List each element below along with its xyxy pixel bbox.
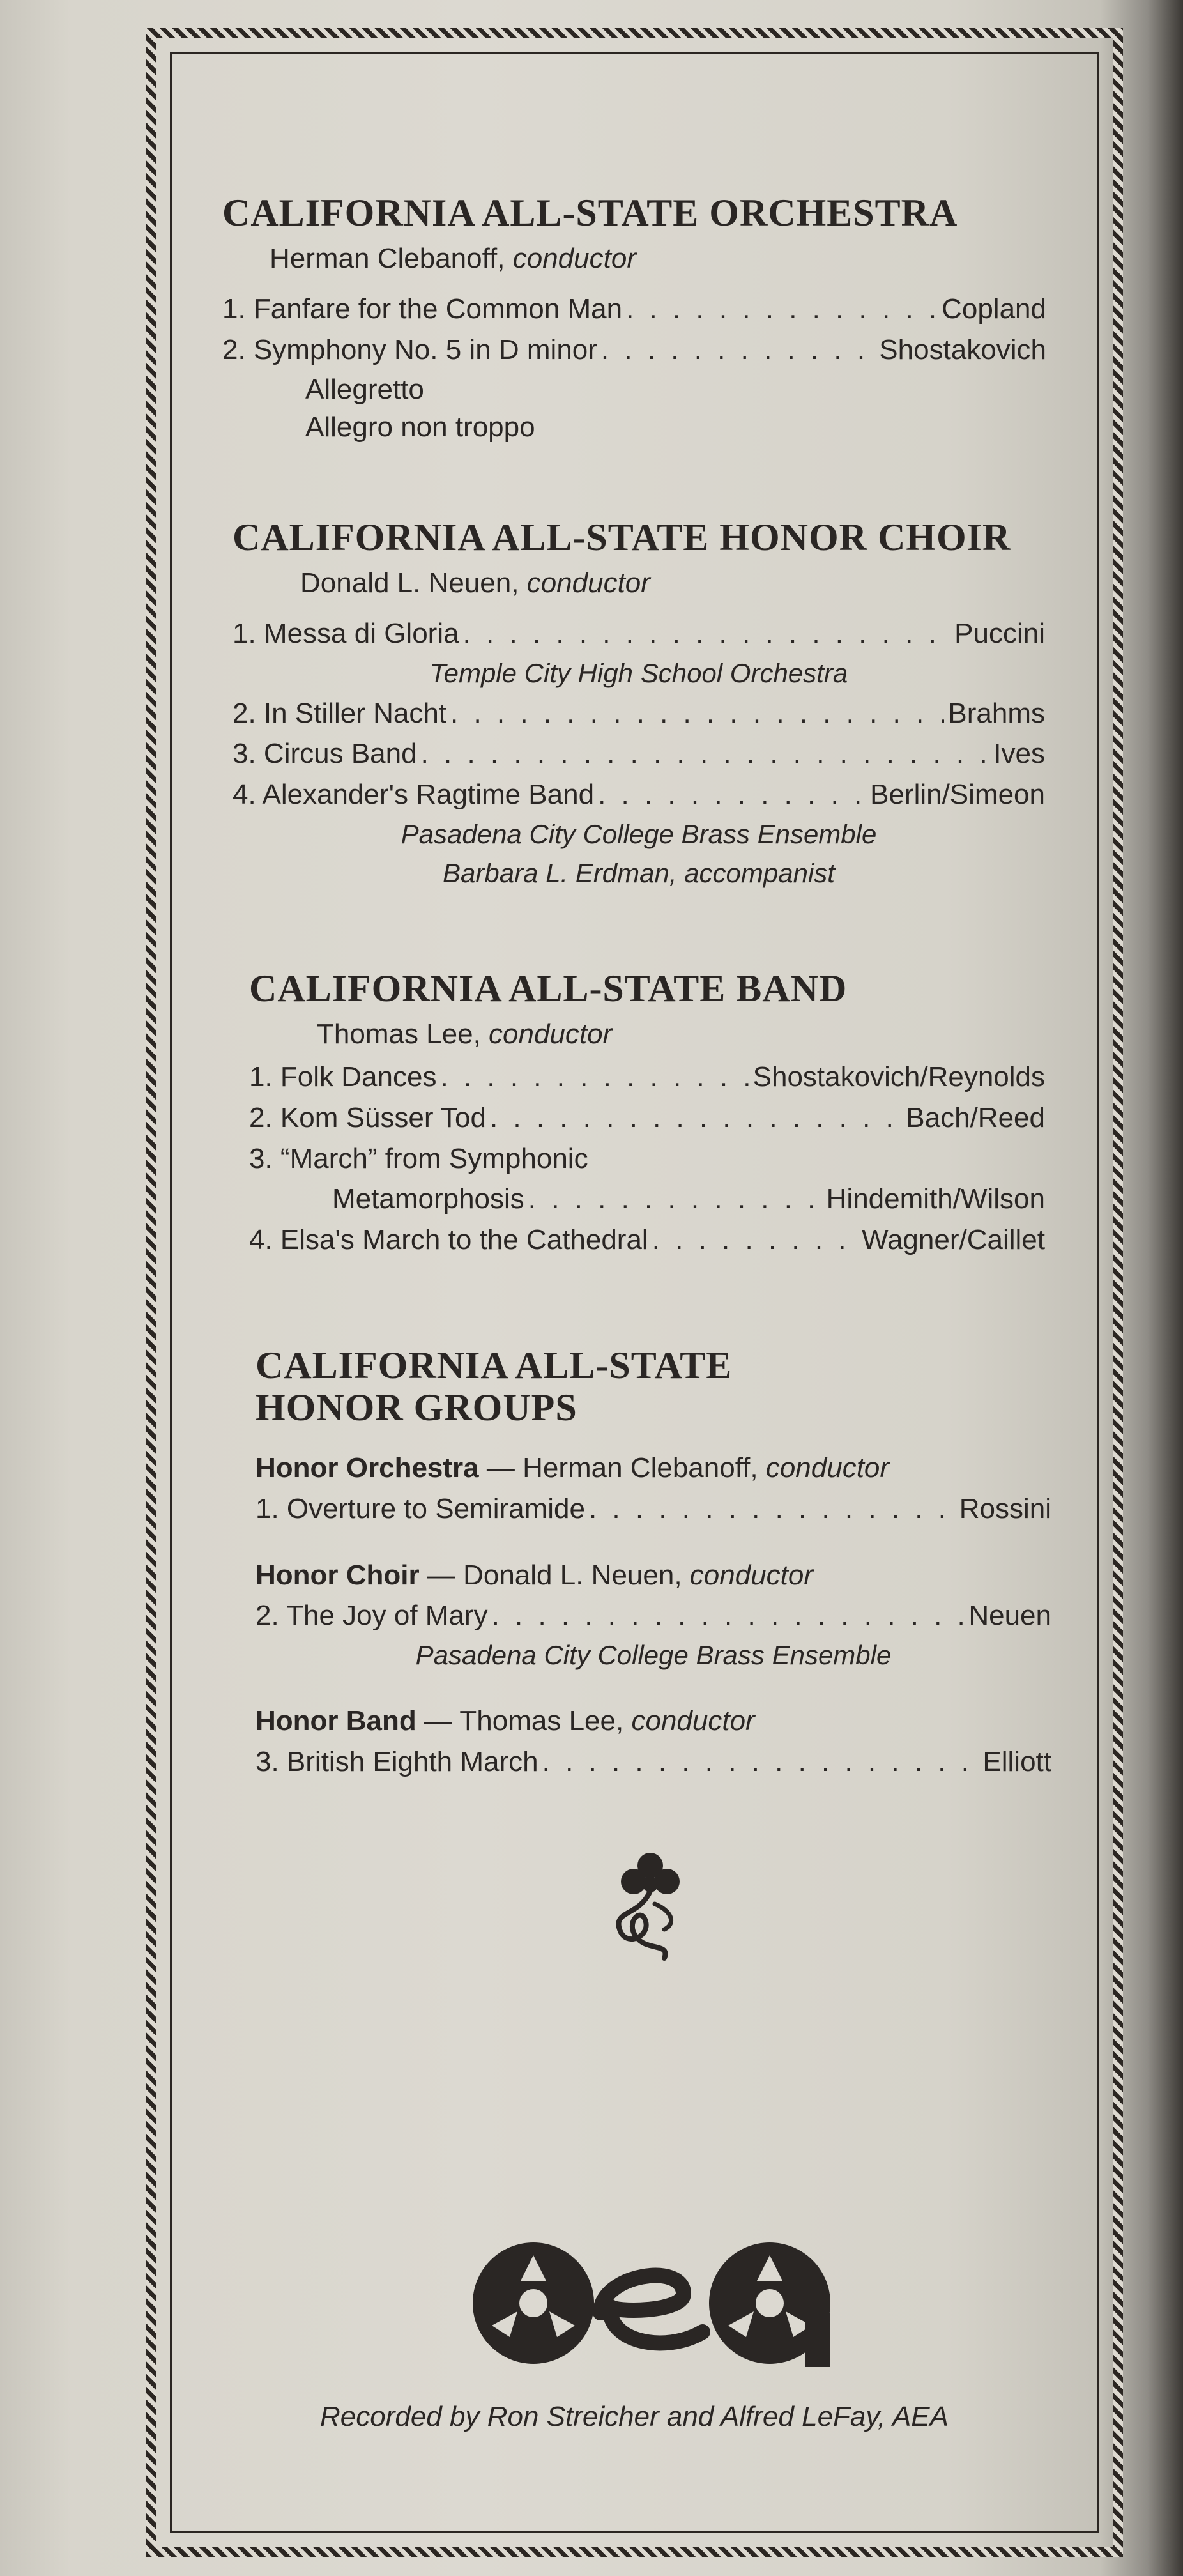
piece-title: 2. The Joy of Mary — [256, 1600, 488, 1632]
orchestra-section — [222, 192, 1046, 446]
program-item — [233, 733, 1045, 774]
program-item — [222, 330, 1046, 371]
leader-dots — [598, 774, 866, 815]
orchestra-heading: CALIFORNIA ALL-STATE ORCHESTRA — [222, 192, 958, 234]
program-item — [222, 289, 1046, 330]
composer: Bach/Reed — [906, 1101, 1045, 1133]
conductor-name: Herman Clebanoff, — [523, 1452, 758, 1483]
piece-title: 3. British Eighth March — [256, 1745, 538, 1777]
composer: Berlin/Simeon — [870, 779, 1045, 811]
honor-band-head — [256, 1701, 1051, 1742]
piece-title: 4. Elsa's March to the Cathedral — [249, 1224, 648, 1256]
piece-title: 1. Folk Dances — [249, 1061, 437, 1092]
conductor-name: Donald L. Neuen, — [300, 567, 519, 599]
movement: Allegretto — [305, 373, 424, 405]
program-item — [249, 1179, 1045, 1220]
conductor-role: conductor — [689, 1559, 814, 1591]
program-item — [233, 693, 1045, 734]
program-item — [233, 613, 1045, 654]
choir-heading: CALIFORNIA ALL-STATE HONOR CHOIR — [233, 516, 1011, 558]
piece-title: 2. Symphony No. 5 in D minor — [222, 334, 597, 365]
piece-title: 2. In Stiller Nacht — [233, 697, 447, 729]
orchestra-conductor — [270, 243, 1046, 275]
composer: Neuen — [968, 1600, 1051, 1632]
composer: Shostakovich — [879, 334, 1046, 365]
em-dash: — — [419, 1559, 464, 1591]
accompanist-note: Barbara L. Erdman, accompanist — [443, 857, 835, 888]
conductor-name: Thomas Lee, — [459, 1705, 624, 1737]
composer: Copland — [942, 293, 1046, 325]
composer: Shostakovich/Reynolds — [752, 1061, 1045, 1092]
leader-dots — [528, 1179, 823, 1220]
ensemble-note: Pasadena City College Brass Ensemble — [401, 819, 877, 850]
program-item — [249, 1098, 1045, 1138]
composer: Puccini — [954, 618, 1045, 649]
piece-title: 3. “March” from Symphonic — [249, 1142, 588, 1174]
band-heading: CALIFORNIA ALL-STATE BAND — [249, 967, 848, 1009]
ensemble-note: Pasadena City College Brass Ensemble — [415, 1640, 892, 1671]
leader-dots — [440, 1057, 749, 1098]
leader-dots — [463, 613, 951, 654]
program-item — [256, 1742, 1051, 1782]
composer: Rossini — [959, 1492, 1051, 1524]
piece-title: 4. Alexander's Ragtime Band — [233, 779, 595, 811]
choir-conductor — [300, 567, 1045, 599]
tape-reel-logo — [473, 2236, 830, 2370]
piece-title: 2. Kom Süsser Tod — [249, 1101, 486, 1133]
honor-heading-line-2: HONOR GROUPS — [256, 1386, 577, 1429]
movement: Allegro non troppo — [305, 411, 535, 443]
leader-dots — [490, 1098, 902, 1138]
program-item — [256, 1595, 1051, 1636]
piece-title: 3. Circus Band — [233, 738, 417, 770]
honor-heading-line-1: CALIFORNIA ALL-STATE — [256, 1344, 733, 1386]
leader-dots — [626, 289, 938, 330]
program-item — [233, 774, 1045, 815]
composer: Elliott — [982, 1745, 1051, 1777]
conductor-role: conductor — [526, 567, 650, 599]
program-item — [249, 1057, 1045, 1098]
program-item — [256, 1489, 1051, 1529]
honor-groups-section — [256, 1344, 1051, 1782]
leader-dots — [421, 733, 990, 774]
leader-dots — [542, 1742, 979, 1782]
conductor-role: conductor — [631, 1705, 755, 1737]
conductor-role: conductor — [512, 243, 636, 274]
leader-dots — [601, 330, 875, 371]
leader-dots — [652, 1220, 858, 1261]
recording-credit: Recorded by Ron Streicher and Alfred LeFay, AEA — [320, 2401, 949, 2432]
leader-dots — [589, 1489, 956, 1529]
em-dash: — — [478, 1452, 523, 1483]
conductor-name: Thomas Lee, — [317, 1018, 481, 1050]
band-conductor — [317, 1018, 1045, 1050]
clover-ornament-icon — [600, 1846, 696, 1974]
leader-dots — [450, 693, 944, 734]
conductor-role: conductor — [765, 1452, 890, 1483]
composer: Hindemith/Wilson — [826, 1183, 1045, 1215]
band-section — [249, 967, 1045, 1261]
choir-section — [233, 516, 1045, 893]
piece-title: 1. Overture to Semiramide — [256, 1492, 585, 1524]
honor-orchestra-head — [256, 1448, 1051, 1489]
piece-title: 1. Messa di Gloria — [233, 618, 459, 649]
ensemble-note: Temple City High School Orchestra — [429, 657, 848, 688]
leader-dots — [492, 1595, 965, 1636]
group-name: Honor Choir — [256, 1559, 420, 1591]
program-item — [249, 1220, 1045, 1261]
piece-title: Metamorphosis — [332, 1183, 524, 1215]
composer: Wagner/Caillet — [862, 1224, 1045, 1256]
group-name: Honor Orchestra — [256, 1452, 479, 1483]
piece-title: 1. Fanfare for the Common Man — [222, 293, 623, 325]
honor-choir-head — [256, 1555, 1051, 1596]
conductor-role: conductor — [489, 1018, 613, 1050]
program-item — [249, 1138, 1045, 1179]
em-dash: — — [416, 1705, 460, 1737]
conductor-name: Herman Clebanoff, — [270, 243, 505, 274]
group-name: Honor Band — [256, 1705, 416, 1737]
composer: Ives — [993, 738, 1045, 770]
composer: Brahms — [948, 697, 1045, 729]
conductor-name: Donald L. Neuen, — [463, 1559, 682, 1591]
